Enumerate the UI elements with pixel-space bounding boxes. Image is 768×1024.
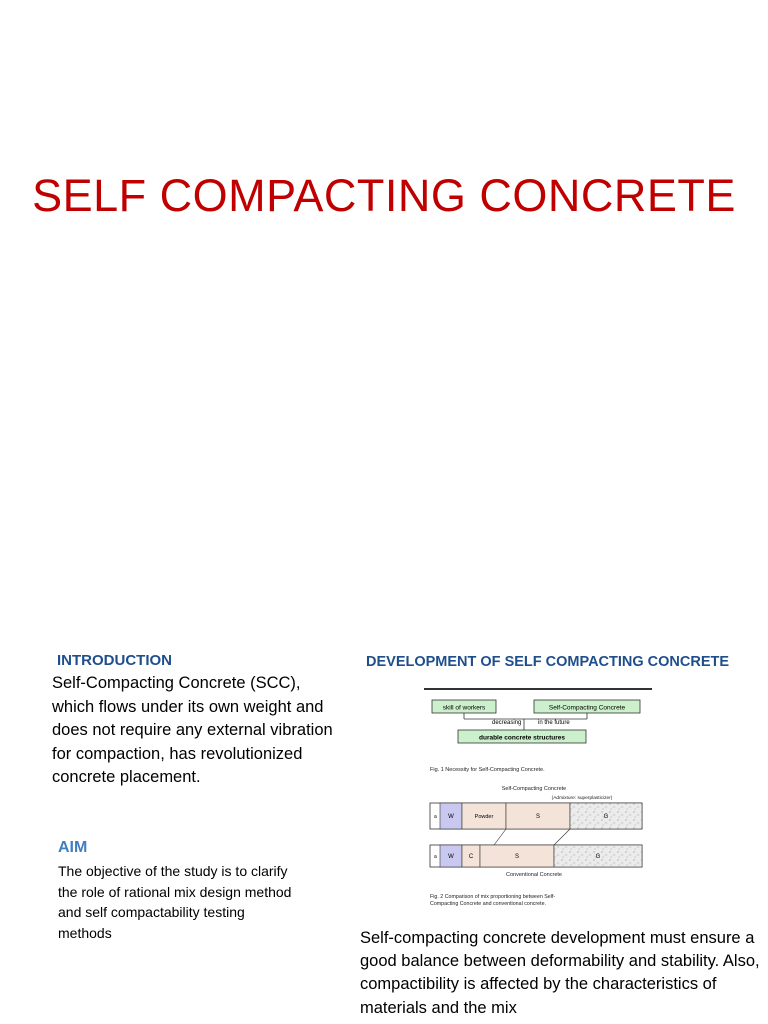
scc-powder-label: Powder xyxy=(474,814,494,820)
scc-figure xyxy=(424,688,652,914)
conv-cement-label: C xyxy=(468,854,474,860)
conv-gravel-label: G xyxy=(595,854,601,860)
conv-air-label: a xyxy=(434,854,437,860)
introduction-heading: INTRODUCTION xyxy=(57,652,172,669)
scc-row-label: Self-Compacting Concrete xyxy=(501,786,567,792)
admixture-label: (Admixture: superplasticizer) xyxy=(551,796,613,801)
introduction-text: Self-Compacting Concrete (SCC), which flows under its own weight and does not require any external vibration for compaction, has revolutionized concrete placement. xyxy=(52,674,333,786)
scc-figure-diagram xyxy=(424,690,652,914)
aim-heading: AIM xyxy=(58,839,88,856)
conventional-row-label: Conventional Concrete xyxy=(506,872,562,878)
slide-title: SELF COMPACTING CONCRETE xyxy=(32,170,736,221)
conv-sand-label: S xyxy=(514,854,520,860)
durable-structures-label: durable concrete structures xyxy=(479,734,565,742)
scc-air-label: a xyxy=(434,814,437,820)
fig2-caption-line2: Compacting Concrete and conventional concrete. xyxy=(430,901,547,907)
fig2-caption-line1: Fig. 2 Comparison of mix proportioning between Self- xyxy=(430,894,556,900)
in-the-future-label: in the future xyxy=(538,720,570,726)
development-text: Self-compacting concrete development must ensure a good balance between deformability and stability. Also, compactibility is affected by the characteristics of materials and the mix xyxy=(360,929,760,1017)
scc-gravel-label: G xyxy=(603,814,609,820)
aim-text: The objective of the study is to clarify the role of rational mix design method and self compactability testing methods xyxy=(58,863,292,941)
transition-line-1 xyxy=(494,829,506,845)
transition-line-2 xyxy=(554,829,570,845)
scc-sand-label: S xyxy=(535,814,541,820)
skill-of-workers-label: skill of workers xyxy=(442,704,486,712)
conv-water-label: W xyxy=(448,854,454,860)
decreasing-label: decreasing xyxy=(492,720,522,726)
scc-water-label: W xyxy=(448,814,454,820)
development-heading: DEVELOPMENT OF SELF COMPACTING CONCRETE xyxy=(366,654,730,670)
fig1-caption: Fig. 1 Necessity for Self-Compacting Concrete. xyxy=(430,767,545,773)
scc-box-label: Self-Compacting Concrete xyxy=(548,704,626,712)
